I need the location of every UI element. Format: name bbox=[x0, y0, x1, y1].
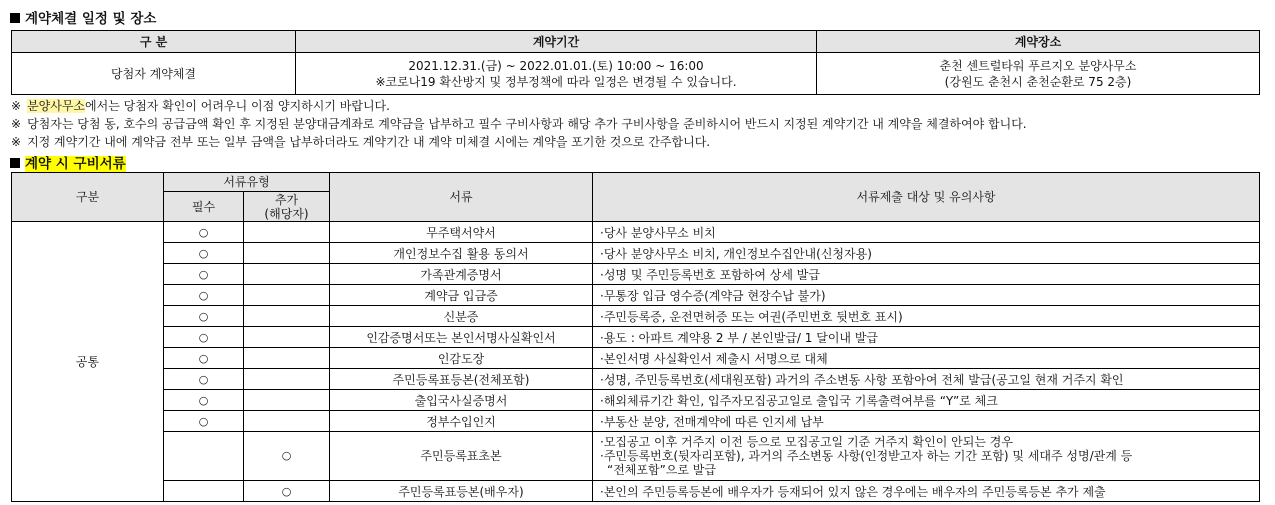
table-row bbox=[12, 390, 1260, 411]
document-name: 무주택서약서 bbox=[330, 222, 593, 243]
additional-mark bbox=[244, 327, 330, 348]
document-note: ·성명 및 주민등록번호 포함하여 상세 발급 bbox=[593, 264, 1260, 285]
header-additional: 추가 (해당자) bbox=[244, 192, 330, 222]
required-mark: ○ bbox=[164, 285, 244, 306]
document-note: ·모집공고 이후 거주지 이전 등으로 모집공고일 기준 거주지 확인이 안되는 경우 ·주민등록번호(뒷자리포함), 과거의 주소변동 사항(인정받고자 하는 기간 포함) 및 세대주 성명/관계 등 “전체포함”으로 발급 bbox=[593, 432, 1260, 481]
document-name: 주민등록표등본(전체포함) bbox=[330, 369, 593, 390]
header-category: 구분 bbox=[12, 173, 164, 222]
table-header-row bbox=[12, 31, 1260, 53]
document-note: ·주민등록증, 운전면허증 또는 여권(주민번호 뒷번호 표시) bbox=[593, 306, 1260, 327]
required-mark: ○ bbox=[164, 369, 244, 390]
document-name: 인감도장 bbox=[330, 348, 593, 369]
additional-mark bbox=[244, 264, 330, 285]
header-period: 계약기간 bbox=[296, 31, 817, 53]
required-mark: ○ bbox=[164, 390, 244, 411]
document-rows bbox=[12, 222, 1260, 502]
document-note: ·당사 분양사무소 비치, 개인정보수집안내(신청자용) bbox=[593, 243, 1260, 264]
additional-mark bbox=[244, 411, 330, 432]
table-row bbox=[12, 222, 1260, 243]
document-note: ·성명, 주민등록번호(세대원포함) 과거의 주소변동 사항 포함아여 전체 발급(공고일 현재 거주지 확인 bbox=[593, 369, 1260, 390]
document-name: 인감증명서또는 본인서명사실확인서 bbox=[330, 327, 593, 348]
group-label-cell: 공통 bbox=[12, 222, 164, 502]
required-mark: ○ bbox=[164, 327, 244, 348]
additional-mark bbox=[244, 369, 330, 390]
header-required: 필수 bbox=[164, 192, 244, 222]
header-notes: 서류제출 대상 및 유의사항 bbox=[593, 173, 1260, 222]
table-row bbox=[12, 53, 1260, 95]
notice-item: ※ 지정 계약기간 내에 계약금 전부 또는 일부 금액을 납부하더라도 계약기간 내 계약 미체결 시에는 계약을 포기한 것으로 간주합니다. bbox=[11, 135, 711, 149]
required-documents-table bbox=[11, 172, 1260, 502]
required-mark: ○ bbox=[164, 243, 244, 264]
required-mark: ○ bbox=[164, 306, 244, 327]
header-doc-type: 서류유형 bbox=[164, 173, 330, 192]
additional-mark: ○ bbox=[244, 432, 330, 481]
notice-item: ※ 당첨자는 당첨 동, 호수의 공급금액 확인 후 지정된 분양대금계좌로 계약금을 납부하고 필수 구비사항과 해당 추가 구비사항을 준비하시어 반드시 지정된 계약기간 내 계약을 체결하여야 합니다. bbox=[11, 117, 1027, 131]
document-name: 주민등록표등본(배우자) bbox=[330, 481, 593, 502]
section-title-contract-schedule: 계약체결 일정 및 장소 bbox=[10, 7, 156, 27]
notice-item: ※ 분양사무소에서는 당첨자 확인이 어려우니 이점 양지하시기 바랍니다. bbox=[11, 99, 390, 113]
document-note: ·용도 : 아파트 계약용 2 부 / 본인발급/ 1 달이내 발급 bbox=[593, 327, 1260, 348]
additional-mark bbox=[244, 306, 330, 327]
header-document: 서류 bbox=[330, 173, 593, 222]
notice-list bbox=[11, 97, 1027, 151]
table-row bbox=[12, 306, 1260, 327]
additional-mark bbox=[244, 285, 330, 306]
document-name: 신분증 bbox=[330, 306, 593, 327]
table-row bbox=[12, 264, 1260, 285]
document-name: 가족관계증명서 bbox=[330, 264, 593, 285]
table-row bbox=[12, 243, 1260, 264]
document-name: 출입국사실증명서 bbox=[330, 390, 593, 411]
document-name: 계약금 입금증 bbox=[330, 285, 593, 306]
table-header-row bbox=[12, 173, 1260, 192]
required-mark: ○ bbox=[164, 222, 244, 243]
table-row bbox=[12, 432, 1260, 481]
header-category: 구 분 bbox=[12, 31, 296, 53]
additional-mark bbox=[244, 243, 330, 264]
document-note: ·본인서명 사실확인서 제출시 서명으로 대체 bbox=[593, 348, 1260, 369]
document-name: 개인정보수집 활용 동의서 bbox=[330, 243, 593, 264]
document-note: ·무통장 입금 영수증(계약금 현장수납 불가) bbox=[593, 285, 1260, 306]
highlighted-text: 분양사무소 bbox=[27, 99, 86, 113]
document-note: ·부동산 분양, 전매계약에 따른 인지세 납부 bbox=[593, 411, 1260, 432]
required-mark: ○ bbox=[164, 411, 244, 432]
place-name: 춘천 센트럴타워 푸르지오 분양사무소 bbox=[939, 58, 1137, 73]
square-bullet-icon bbox=[10, 13, 20, 23]
contract-schedule-table bbox=[11, 30, 1260, 95]
period-line: 2021.12.31.(금) ~ 2022.01.01.(토) 10:00 ~ 16:00 bbox=[408, 58, 704, 73]
period-cell bbox=[296, 53, 817, 95]
additional-mark: ○ bbox=[244, 481, 330, 502]
category-cell: 당첨자 계약체결 bbox=[12, 53, 296, 95]
table-row bbox=[12, 285, 1260, 306]
document-note: ·당사 분양사무소 비치 bbox=[593, 222, 1260, 243]
document-name: 정부수입인지 bbox=[330, 411, 593, 432]
table-row bbox=[12, 327, 1260, 348]
required-mark: ○ bbox=[164, 264, 244, 285]
header-place: 계약장소 bbox=[817, 31, 1260, 53]
additional-mark bbox=[244, 390, 330, 411]
required-mark bbox=[164, 432, 244, 481]
document-note: ·본인의 주민등록등본에 배우자가 등재되어 있지 않은 경우에는 배우자의 주민등록등본 추가 제출 bbox=[593, 481, 1260, 502]
table-row bbox=[12, 411, 1260, 432]
table-row bbox=[12, 481, 1260, 502]
additional-mark bbox=[244, 348, 330, 369]
place-cell bbox=[817, 53, 1260, 95]
table-row bbox=[12, 369, 1260, 390]
document-note: ·해외체류기간 확인, 입주자모집공고일로 출입국 기록출력여부를 “Y”로 체크 bbox=[593, 390, 1260, 411]
required-mark bbox=[164, 481, 244, 502]
document-name: 주민등록표초본 bbox=[330, 432, 593, 481]
required-mark: ○ bbox=[164, 348, 244, 369]
table-row bbox=[12, 348, 1260, 369]
additional-mark bbox=[244, 222, 330, 243]
period-notice: ※코로나19 확산방지 및 정부정책에 따라 일정은 변경될 수 있습니다. bbox=[375, 74, 737, 89]
square-bullet-icon bbox=[10, 158, 20, 168]
place-address: (강원도 춘천시 춘천순환로 75 2층) bbox=[944, 74, 1132, 89]
section-title-required-documents: 계약 시 구비서류 bbox=[10, 152, 126, 172]
